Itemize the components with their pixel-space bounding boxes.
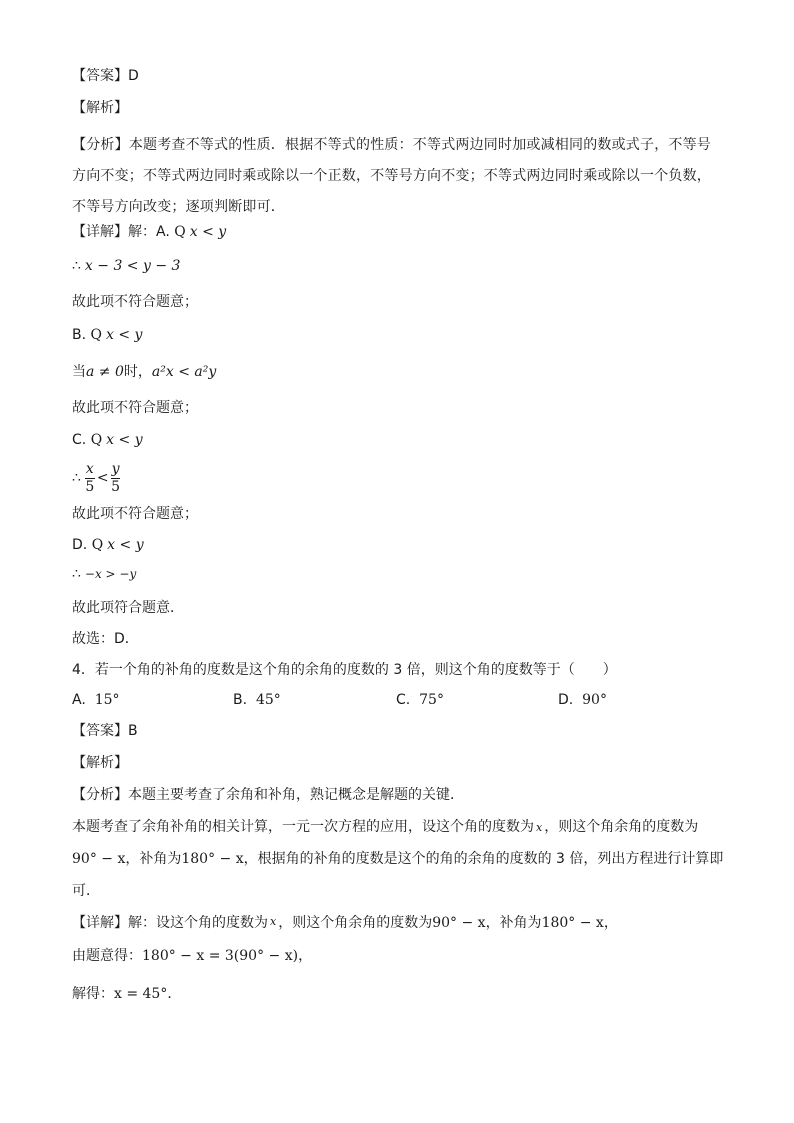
therefore-symbol: ∴ [72, 258, 81, 274]
q4-option-a [72, 690, 120, 710]
q4-option-b [233, 690, 281, 710]
option-a-label: A. [156, 224, 170, 240]
q3-c-line [72, 430, 722, 450]
choose-text: 故选：D． [72, 631, 139, 647]
analysis-tag: 【解析】 [72, 755, 128, 771]
equation-label: 由题意得： [72, 948, 142, 964]
because-symbol: Q [91, 537, 104, 553]
condition-expr: x < y [189, 224, 227, 240]
jie-label: 解： [128, 224, 156, 240]
fraction-numerator: y [111, 460, 120, 477]
variable-x: x [270, 915, 277, 928]
q4-detail-line [72, 912, 722, 933]
b-condition-expr: a ≠ 0 [86, 364, 124, 380]
q4-paragraph-line2 [72, 849, 722, 869]
supplement-expr: 180° − x [181, 851, 244, 867]
variable-x: x [536, 821, 543, 834]
q4-option-d [558, 690, 607, 710]
q3-b-line [72, 325, 722, 345]
fraction-numerator: x [85, 460, 94, 477]
detail-text: ，补角为 [485, 915, 542, 931]
paragraph-text: 本题考查了余角补角的相关计算，一元一次方程的应用，设这个角的度数为 [72, 819, 534, 835]
fenxi-text: 本题主要考查了余角和补角，熟记概念是解题的关键． [128, 787, 464, 803]
paragraph-text: ，补角为 [125, 851, 182, 867]
not-fit-text: 故此项不符合题意； [72, 506, 198, 522]
not-fit-text: 故此项不符合题意； [72, 400, 198, 416]
q3-detail-line [72, 222, 722, 242]
paragraph-text: ，根据角的补角的度数是这个的角的余角的度数的 3 倍，列出方程进行计算即 [243, 851, 724, 867]
answer-tag: 【答案】 [72, 68, 128, 84]
not-fit-text: 故此项不符合题意； [72, 294, 198, 310]
analysis-tag: 【解析】 [72, 100, 128, 116]
paragraph-text: ，则这个角余角的度数为 [544, 819, 699, 835]
answer-tag: 【答案】 [72, 723, 128, 739]
when-text: 当 [72, 364, 86, 380]
option-value: 90° [582, 692, 607, 708]
option-letter: C. [396, 692, 411, 708]
option-value: 75° [419, 692, 444, 708]
q3-answer-line [72, 66, 722, 86]
because-symbol: Q [174, 224, 186, 240]
detail-tag: 【详解】 [72, 915, 128, 931]
option-letter: D. [558, 692, 574, 708]
q4-paragraph-line1 [72, 817, 722, 838]
q4-stem [72, 660, 722, 680]
q3-b-result-line [72, 362, 722, 382]
q3-a-conclusion [72, 292, 722, 312]
q4-paragraph-line3 [72, 881, 722, 901]
less-than-symbol: < [96, 470, 109, 486]
q4-answer-line [72, 721, 722, 741]
option-c-label: C. [72, 432, 87, 448]
fraction-y-over-5 [111, 461, 121, 496]
supplement-expr: 180° − x [541, 915, 604, 931]
q4-solution-line [72, 984, 722, 1004]
fraction-denominator: 5 [111, 478, 120, 495]
paragraph-text: 可． [72, 883, 100, 899]
d-result-expr: −x > −y [84, 567, 137, 581]
q4-option-c [396, 690, 444, 710]
q4-equation-line [72, 946, 722, 966]
option-letter: B. [233, 692, 248, 708]
q3-d-line [72, 535, 722, 555]
condition-expr: x < y [106, 327, 143, 343]
condition-expr: x < y [106, 432, 143, 448]
fenxi-tag: 【分析】 [72, 787, 128, 803]
question-stem: 4．若一个角的补角的度数是这个角的余角的度数的 3 倍，则这个角的度数等于（ ） [72, 662, 617, 678]
fraction-x-over-5 [85, 461, 95, 496]
q4-fenxi-line [72, 785, 722, 805]
q3-c-conclusion [72, 504, 722, 524]
fraction-denominator: 5 [85, 478, 95, 495]
because-symbol: Q [90, 432, 103, 448]
answer-value: D [128, 68, 139, 84]
because-symbol: Q [90, 327, 102, 343]
detail-text: ，则这个角余角的度数为 [278, 915, 433, 931]
option-b-label: B. [72, 327, 87, 343]
solution-end: ． [167, 986, 182, 1002]
detail-text: 解：设这个角的度数为 [128, 915, 268, 931]
solution-label: 解得： [72, 986, 114, 1002]
detail-tag: 【详解】 [72, 224, 128, 240]
q3-d-result-line [72, 564, 722, 584]
answer-value: B [128, 723, 138, 739]
q3-b-conclusion [72, 398, 722, 418]
equation-end: ， [298, 948, 313, 964]
q3-c-result-line [72, 460, 722, 496]
option-value: 45° [255, 692, 281, 708]
complement-expr: 90° − x [432, 915, 486, 931]
therefore-symbol: ∴ [72, 470, 81, 486]
when-suffix: 时， [123, 364, 152, 380]
q3-analysis-heading [72, 98, 722, 118]
condition-expr: x < y [107, 537, 144, 553]
q4-analysis-heading [72, 753, 722, 773]
detail-text: ， [603, 915, 618, 931]
q3-choice [72, 629, 722, 649]
solution-expr: x = 45° [114, 986, 168, 1002]
complement-expr: 90° − x [72, 851, 126, 867]
option-value: 15° [94, 692, 120, 708]
a-result-expr: x − 3 < y − 3 [84, 258, 181, 274]
fenxi-tag: 【分析】 [72, 137, 129, 153]
q3-fenxi-paragraph [72, 130, 722, 223]
fenxi-text: 本题考查不等式的性质．根据不等式的性质：不等式两边同时加或减相同的数或式子，不等号方向不变；不等式两边同时乘或除以一个正数，不等号方向不变；不等式两边同时乘或除以一个负数，不等号方向改变；逐项判断即可． [72, 137, 712, 215]
option-d-label: D. [72, 537, 88, 553]
therefore-symbol: ∴ [72, 566, 81, 582]
q4-options-row [72, 690, 722, 710]
option-letter: A. [72, 692, 86, 708]
q3-a-result-line [72, 256, 722, 276]
q3-d-conclusion [72, 598, 722, 618]
equation-expr: 180° − x = 3(90° − x) [142, 948, 299, 964]
b-result-expr: a²x < a²y [151, 364, 217, 380]
fit-text: 故此项符合题意． [72, 600, 184, 616]
